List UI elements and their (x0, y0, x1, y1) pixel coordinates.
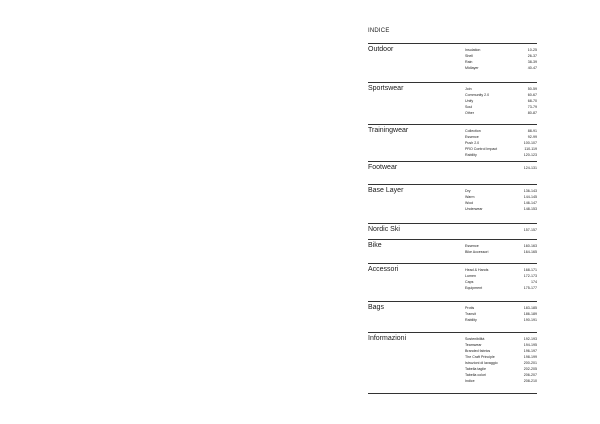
entry-label: Transit (465, 312, 476, 316)
entry-pages: 172-173 (523, 274, 537, 278)
entry-pages: 110-119 (524, 147, 537, 151)
entry-label: Warm (465, 195, 475, 199)
entry-pages: 183-185 (523, 306, 537, 310)
section-items (465, 227, 537, 233)
index-entry (465, 378, 537, 384)
entry-label: Caps (465, 280, 474, 284)
entry-pages: 124-131 (523, 166, 537, 170)
entry-label: Bike Accessori (465, 250, 489, 254)
index-entry (465, 227, 537, 233)
section-rule (368, 332, 537, 333)
entry-label: Essence (465, 244, 479, 248)
section-rule (368, 223, 537, 224)
section-rule (368, 82, 537, 83)
entry-pages: 194-195 (523, 343, 537, 347)
entry-label: Rability (465, 153, 477, 157)
section-name: Accessori (368, 266, 399, 273)
page-title: INDICE (368, 28, 390, 34)
entry-label: Midlayer (465, 66, 479, 70)
entry-pages: 50-59 (527, 87, 537, 91)
entry-pages: 200-201 (523, 361, 537, 365)
entry-pages: 202-205 (523, 367, 537, 371)
section-items (465, 128, 537, 158)
entry-pages: 174 (531, 280, 537, 284)
index-entry (465, 152, 537, 158)
section-items (465, 243, 537, 255)
entry-label: Dry (465, 189, 471, 193)
section-items (465, 336, 537, 384)
entry-pages: 198-199 (523, 355, 537, 359)
entry-label: Insulation (465, 48, 481, 52)
section-items (465, 188, 537, 212)
entry-pages: 168-171 (523, 268, 537, 272)
entry-pages: 146-147 (523, 201, 537, 205)
entry-pages: 26-37 (527, 54, 537, 58)
section-name: Informazioni (368, 335, 407, 342)
section-name: Nordic Ski (368, 226, 400, 233)
index-entry (465, 285, 537, 291)
entry-label: Tabella colori (465, 373, 486, 377)
entry-label: Head & Hands (465, 268, 489, 272)
section-rule (368, 43, 537, 44)
entry-label: Equipment (465, 286, 483, 290)
index-entry (465, 249, 537, 255)
section-name: Base Layer (368, 187, 404, 194)
entry-pages: 60-67 (527, 93, 537, 97)
entry-label: Protis (465, 306, 475, 310)
entry-pages: 68-70 (527, 99, 537, 103)
section-rule (368, 263, 537, 264)
entry-pages: 186-189 (523, 312, 537, 316)
section-name: Outdoor (368, 46, 394, 53)
entry-pages: 40-47 (527, 66, 537, 70)
entry-label: Shell (465, 54, 473, 58)
entry-label: Wool (465, 201, 474, 205)
entry-pages: 10-25 (527, 48, 537, 52)
entry-label: Essence (465, 135, 479, 139)
section-rule (368, 124, 537, 125)
entry-label: Other (465, 111, 474, 115)
entry-pages: 100-107 (523, 141, 537, 145)
section-name: Bike (368, 242, 382, 249)
section-items (465, 165, 537, 171)
entry-label: Join (465, 87, 472, 91)
section-name: Sportswear (368, 85, 404, 92)
index-entry (465, 65, 537, 71)
index-entry (465, 317, 537, 323)
section-name: Footwear (368, 164, 398, 171)
entry-label: Soul (465, 105, 473, 109)
entry-label: Underwear (465, 207, 483, 211)
section-name: Bags (368, 304, 384, 311)
section-rule (368, 184, 537, 185)
section-items (465, 86, 537, 116)
entry-pages: 120-123 (523, 153, 537, 157)
entry-pages: 160-163 (523, 244, 537, 248)
entry-label: Istruzioni di lavaggio (465, 361, 498, 365)
index-entry (465, 110, 537, 116)
entry-label: Collection (465, 129, 481, 133)
section-items (465, 267, 537, 291)
entry-pages: 80-87 (527, 111, 537, 115)
entry-pages: 196-197 (523, 349, 537, 353)
section-rule (368, 239, 537, 240)
entry-pages: 164-165 (523, 250, 537, 254)
entry-label: Branded fabrics (465, 349, 491, 353)
entry-label: Lumen (465, 274, 476, 278)
bottom-rule (368, 393, 537, 394)
entry-label: Indice (465, 379, 475, 383)
entry-pages: 206-207 (523, 373, 537, 377)
entry-label: PRO Control Impact (465, 147, 498, 151)
entry-pages: 157-157 (523, 228, 537, 232)
section-rule (368, 161, 537, 162)
entry-pages: 192-193 (523, 337, 537, 341)
entry-pages: 208-210 (523, 379, 537, 383)
entry-pages: 136-143 (523, 189, 537, 193)
entry-label: Tabella taglie (465, 367, 486, 371)
entry-pages: 38-39 (527, 60, 537, 64)
entry-label: Rain (465, 60, 473, 64)
entry-pages: 144-145 (523, 195, 537, 199)
entry-label: Community 2.0 (465, 93, 490, 97)
entry-pages: 73-79 (527, 105, 537, 109)
section-name: Trainingwear (368, 127, 409, 134)
section-items (465, 305, 537, 323)
entry-pages: 148-153 (523, 207, 537, 211)
entry-label: The Craft Principle (465, 355, 495, 359)
entry-label: Rability (465, 318, 477, 322)
entry-label: Unify (465, 99, 474, 103)
entry-pages: 92-99 (527, 135, 537, 139)
index-entry (465, 206, 537, 212)
entry-pages: 175-177 (523, 286, 537, 290)
entry-label: Push 2.0 (465, 141, 480, 145)
section-items (465, 47, 537, 71)
entry-label: Teamwear (465, 343, 482, 347)
entry-pages: 190-191 (523, 318, 537, 322)
section-rule (368, 301, 537, 302)
index-entry (465, 165, 537, 171)
entry-label: Sostenibilità (465, 337, 485, 341)
entry-pages: 88-91 (527, 129, 537, 133)
